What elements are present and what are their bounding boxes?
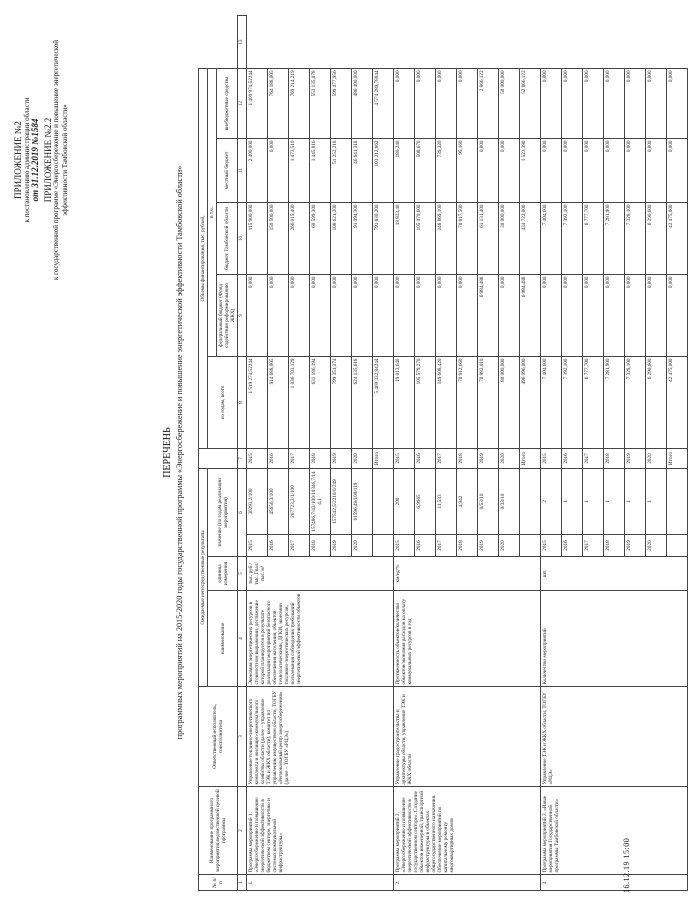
- column-number: 3: [238, 687, 247, 787]
- col-expected-header: Ожидаемые непосредственные результаты: [199, 468, 208, 686]
- finance-extra: 0,000: [457, 68, 478, 138]
- finance-local: 0,000: [667, 138, 688, 202]
- result-value: 0/33/10: [499, 468, 520, 534]
- result-value: 1: [625, 468, 646, 534]
- finance-total: 19 013,640: [394, 356, 415, 448]
- finance-federal: 0,000: [352, 274, 373, 356]
- row-number: 1.: [247, 875, 394, 891]
- finance-total: 7 404,600: [541, 356, 562, 448]
- finance-year: 2019: [625, 448, 646, 468]
- handwritten-date: от 31.12.2019 №1584: [30, 118, 40, 202]
- result-value: 4,942: [457, 468, 478, 534]
- result-value: 200: [394, 468, 415, 534]
- finance-local: 0,000: [541, 138, 562, 202]
- finance-extra: 0,000: [667, 68, 688, 138]
- finance-total: 42 475,000: [667, 356, 688, 448]
- value-year: 2019: [478, 535, 499, 557]
- finance-extra: 0,000: [541, 68, 562, 138]
- finance-federal: 0,000: [310, 274, 331, 356]
- finance-local: 1 473,510: [289, 138, 310, 202]
- column-number: 11: [238, 138, 247, 202]
- value-year: 2015: [394, 535, 415, 557]
- finance-regional: 61 131,400: [478, 202, 499, 274]
- finance-total: 631 186,194: [310, 356, 331, 448]
- result-value: 11,533: [436, 468, 457, 534]
- finance-year: 2015: [541, 448, 562, 468]
- finance-total: 914 688,005: [268, 356, 289, 448]
- finance-total: 105 579,270: [415, 356, 436, 448]
- measures-table: [198, 15, 688, 891]
- table-row: [541, 16, 562, 891]
- col-regional-header: бюджет Тамбовской области: [217, 202, 238, 274]
- finance-year: 2016: [562, 448, 583, 468]
- result-value: 2: [541, 468, 562, 534]
- finance-regional: 6 290,600: [646, 202, 667, 274]
- finance-regional: 42 475,000: [667, 202, 688, 274]
- finance-federal: 0,000: [646, 274, 667, 356]
- finance-regional: 6 777,700: [583, 202, 604, 274]
- row-number: 3.: [541, 875, 688, 891]
- finance-regional: 7 281,900: [604, 202, 625, 274]
- result-value: 0/53/10: [478, 468, 499, 534]
- title-line-1: ПЕРЕЧЕНЬ: [162, 427, 173, 478]
- finance-year: Итого: [667, 448, 688, 468]
- finance-year: 2019: [478, 448, 499, 468]
- col-finance-header: Объемы финансирования, тыс. рублей,: [199, 68, 208, 448]
- finance-total: 1 036 703,129: [289, 356, 310, 448]
- finance-federal: 6 984,488: [520, 274, 541, 356]
- table-row: [394, 16, 415, 891]
- finance-local: 0,000: [625, 138, 646, 202]
- result-value: 157542,5/2210/0/249: [331, 468, 352, 534]
- row-number: 2.: [394, 875, 541, 891]
- col-executor-header: Ответственный исполнитель, соисполнители: [199, 687, 238, 787]
- value-year: 2018: [310, 535, 331, 557]
- finance-extra: 0,000: [436, 68, 457, 138]
- finance-total: 6 290,600: [646, 356, 667, 448]
- finance-year: 2017: [289, 448, 310, 468]
- finance-regional: 105 070,600: [415, 202, 436, 274]
- col-incl-header: в т.ч.: [208, 68, 217, 356]
- finance-local: 51 252,218: [331, 138, 352, 202]
- appendix-label: ПРИЛОЖЕНИЕ №2: [13, 121, 23, 199]
- finance-local: 739,320: [436, 138, 457, 202]
- value-year: [520, 535, 541, 557]
- finance-total: 70 982,010: [478, 356, 499, 448]
- finance-year: 2015: [247, 448, 268, 468]
- finance-federal: 0,000: [415, 274, 436, 356]
- column-number: 12: [238, 68, 247, 138]
- col-unit-header: единица измерения: [208, 557, 238, 591]
- finance-local: 0,000: [499, 138, 520, 202]
- resolution-ref: к постановлению администрации области: [22, 97, 31, 223]
- col-value-header: значение (по годам реализации мероприятия): [208, 468, 238, 556]
- finance-federal: 0,000: [562, 274, 583, 356]
- expected-result: Количество мероприятий: [541, 591, 688, 687]
- finance-year: 2016: [415, 448, 436, 468]
- finance-year: 2020: [499, 448, 520, 468]
- program-name: Программа мероприятий 2. «Энергосбережение и повышение энергетической эффективности в государственном секторе». Создание объектов инженерной, транспортной инфраструктуры в объектах общегосударственного назначения. Обеспечение мероприятий по капитальному ремонту многоквартирных домов: [394, 787, 541, 875]
- column-number: 13: [238, 16, 247, 69]
- finance-federal: 0,000: [289, 274, 310, 356]
- table-row: [247, 16, 268, 891]
- finance-year: 2019: [331, 448, 352, 468]
- finance-regional: 70 817,500: [457, 202, 478, 274]
- finance-total: 6 777,700: [583, 356, 604, 448]
- column-number: 7: [238, 448, 247, 468]
- finance-year: 2018: [457, 448, 478, 468]
- finance-total: 1 519 274,52244: [247, 356, 268, 448]
- value-year: 2020: [352, 535, 373, 557]
- expected-result: Протяженность объектов/количество объектов/экономия расходов на оплату коммунальных ресурсов в год: [394, 591, 541, 687]
- result-value: 1: [604, 468, 625, 534]
- finance-federal: 0,000: [247, 274, 268, 356]
- finance-extra: 4 574 289,78044: [373, 68, 394, 138]
- finance-federal: 0,000: [541, 274, 562, 356]
- finance-federal: 0,000: [499, 274, 520, 356]
- finance-local: 103 212,862: [373, 138, 394, 202]
- finance-year: 2020: [646, 448, 667, 468]
- column-number: 10: [238, 202, 247, 274]
- value-year: 2015: [541, 535, 562, 557]
- result-value: 1: [562, 468, 583, 534]
- finance-federal: 0,000: [625, 274, 646, 356]
- executor: Управление топливно-энергетического комплекса и жилищно-коммунального хозяйства области (далее – управление ТЭК и ЖКХ области), комитет по управлению имуществом области, ТОГБУ «Региональный центр энергосбережения» (далее – ТОГБУ «РЦЭ»): [247, 687, 394, 787]
- finance-total: 80 000,000: [499, 356, 520, 448]
- print-stamp: 16.12.19 15:00: [622, 837, 631, 893]
- finance-year: Итого: [373, 448, 394, 468]
- value-year: 2017: [436, 535, 457, 557]
- finance-regional: 91 094,300: [352, 202, 373, 274]
- finance-extra: 764 188,005: [268, 68, 289, 138]
- finance-total: 70 912,660: [457, 356, 478, 448]
- finance-regional: 60 599,300: [310, 202, 331, 274]
- col-extra-header: внебюджетные средства: [217, 68, 238, 138]
- finance-extra: 0,000: [562, 68, 583, 138]
- finance-extra: 0,000: [604, 68, 625, 138]
- program-name: Программа мероприятий 3. «Иные мероприятия Государственной программы Тамбовской области»: [541, 787, 688, 875]
- finance-total: 5 469 332,84244: [373, 356, 394, 448]
- program-ref-2: эффективности Тамбовской области»: [60, 104, 69, 216]
- result-value: 1: [646, 468, 667, 534]
- column-number: 5: [238, 557, 247, 591]
- value-year: 2016: [415, 535, 436, 557]
- appendix2-label: ПРИЛОЖЕНИЕ №2.2: [42, 117, 53, 203]
- finance-total: 624 135,618: [352, 356, 373, 448]
- finance-federal: 0,000: [394, 274, 415, 356]
- col-federal-header: федеральный бюджет (Фонд содействия реформированию ЖКХ): [217, 274, 238, 356]
- value-year: [373, 535, 394, 557]
- column-number: 1: [238, 875, 247, 891]
- finance-local: 508,670: [415, 138, 436, 202]
- table-body: [247, 16, 688, 891]
- result-unit: км/ед/%: [394, 557, 541, 591]
- finance-regional: 791 830,200: [373, 202, 394, 274]
- finance-local: 0,000: [268, 138, 289, 202]
- finance-year: 2016: [268, 448, 289, 468]
- value-year: 2017: [583, 535, 604, 557]
- finance-regional: 108 621,200: [331, 202, 352, 274]
- finance-regional: 148 869,100: [436, 202, 457, 274]
- result-value: 45656,3/100: [268, 468, 289, 534]
- result-value: 157486,7/43/100/10346,7/144,1: [310, 468, 331, 534]
- finance-extra: 0,000: [415, 68, 436, 138]
- finance-year: 2017: [583, 448, 604, 468]
- col-name-header: Наименование программного мероприятия ведомственной целевой программы: [199, 787, 238, 875]
- finance-year: 2017: [436, 448, 457, 468]
- result-value: 30293,2/100: [247, 468, 268, 534]
- value-year: 2018: [604, 535, 625, 557]
- result-value: 267723,2/1/100: [289, 468, 310, 534]
- finance-total: 7 392,100: [562, 356, 583, 448]
- executor: Управление ТЭК и ЖКХ области, ТОГБУ «РЦЭ»: [541, 687, 688, 787]
- finance-federal: 0,000: [331, 274, 352, 356]
- finance-extra: 0,000: [394, 68, 415, 138]
- col-naming-header: наименование: [208, 591, 238, 687]
- finance-year: Итого: [520, 448, 541, 468]
- col-local-header: местный бюджет: [217, 138, 238, 202]
- value-year: 2015: [247, 535, 268, 557]
- col-num-header: № п/п: [199, 875, 238, 891]
- finance-federal: 6 984,488: [478, 274, 499, 356]
- result-value: [373, 468, 394, 534]
- finance-extra: 599 477,956: [331, 68, 352, 138]
- finance-extra: 1 400 974,52244: [247, 68, 268, 138]
- value-year: 2017: [289, 535, 310, 557]
- finance-year: 2015: [394, 448, 415, 468]
- finance-local: 95,160: [457, 138, 478, 202]
- value-year: 2018: [457, 535, 478, 557]
- finance-total: 799 351,374: [331, 356, 352, 448]
- finance-local: 46 641,318: [352, 138, 373, 202]
- finance-federal: 0,000: [268, 274, 289, 356]
- column-number: 6: [238, 468, 247, 556]
- finance-local: 0,000: [562, 138, 583, 202]
- result-unit: тыс. руб./тыс. Гкал/тыс. м³: [247, 557, 394, 591]
- value-year: [667, 535, 688, 557]
- finance-regional: 7 404,600: [541, 202, 562, 274]
- program-name: Программа мероприятий 1. «Энергосбережение и повышение энергетической эффективности в бюджетном секторе, энергетике и системах коммунальной инфраструктуры»: [247, 787, 394, 875]
- finance-extra: 0,000: [646, 68, 667, 138]
- finance-regional: 30 000,000: [499, 202, 520, 274]
- finance-regional: 434 722,000: [520, 202, 541, 274]
- finance-regional: 266 015,400: [289, 202, 310, 274]
- col-total-header: по годам, всего: [208, 356, 238, 448]
- finance-local: 1 445,816: [310, 138, 331, 202]
- finance-federal: 0,000: [583, 274, 604, 356]
- finance-regional: 115 900,000: [247, 202, 268, 274]
- value-year: 2016: [562, 535, 583, 557]
- executor: Управление градостроительства и архитектуры области, управление ТЭК и ЖКХ области: [394, 687, 541, 787]
- finance-federal: 0,000: [604, 274, 625, 356]
- finance-federal: 0,000: [436, 274, 457, 356]
- result-value: 1: [583, 468, 604, 534]
- column-numbers-row: [238, 16, 247, 891]
- result-value: 6,9965: [415, 468, 436, 534]
- finance-extra: 553 135,078: [310, 68, 331, 138]
- result-value: 61596,48/100/119: [352, 468, 373, 534]
- finance-federal: 0,000: [457, 274, 478, 356]
- finance-extra: 0,000: [583, 68, 604, 138]
- finance-total: 7 281,900: [604, 356, 625, 448]
- finance-regional: 150 500,000: [268, 202, 289, 274]
- column-number: 4: [238, 591, 247, 687]
- expected-result: Экономия энергетических ресурсов в стоимостном выражении, достижение которой планируется в результате реализации мероприятий безопасного обеспечения населения, объектов технологическими, ДГКИ, экономии топливно-энергетических ресурсов, пользования соблюдения требований энергетической эффективности объектов: [247, 591, 394, 687]
- finance-local: 2 400,000: [247, 138, 268, 202]
- column-number: 8: [238, 356, 247, 448]
- finance-federal: 0,000: [373, 274, 394, 356]
- finance-extra: 2 866,122: [478, 68, 499, 138]
- finance-extra: 50 000,000: [499, 68, 520, 138]
- finance-regional: 7 328,100: [625, 202, 646, 274]
- finance-total: 7 328,100: [625, 356, 646, 448]
- finance-extra: 52 866,122: [520, 68, 541, 138]
- finance-local: 0,000: [478, 138, 499, 202]
- finance-local: 0,000: [604, 138, 625, 202]
- finance-local: 0,000: [646, 138, 667, 202]
- finance-extra: 0,000: [625, 68, 646, 138]
- finance-local: 180,240: [394, 138, 415, 202]
- finance-regional: 7 392,100: [562, 202, 583, 274]
- finance-regional: 18 833,40: [394, 202, 415, 274]
- finance-year: 2018: [604, 448, 625, 468]
- col-years-header: [199, 448, 238, 468]
- finance-extra: 769 214,219: [289, 68, 310, 138]
- value-year: 2019: [331, 535, 352, 557]
- finance-total: 496 096,000: [520, 356, 541, 448]
- finance-year: 2020: [352, 448, 373, 468]
- column-number: 9: [238, 274, 247, 356]
- result-value: [520, 468, 541, 534]
- finance-federal: 0,000: [667, 274, 688, 356]
- column-number: 2: [238, 787, 247, 875]
- finance-local: 0,000: [583, 138, 604, 202]
- finance-local: 1 523,390: [520, 138, 541, 202]
- header-block: [14, 40, 69, 280]
- finance-total: 149 608,420: [436, 356, 457, 448]
- value-year: 2020: [646, 535, 667, 557]
- result-unit: шт.: [541, 557, 688, 591]
- title-line-2: программных мероприятий на 2015-2020 годы государственной программы «Энергосбережение и повышение энергетической эффективности Тамбовской области»: [175, 165, 184, 740]
- finance-extra: 486 400,000: [352, 68, 373, 138]
- value-year: 2016: [268, 535, 289, 557]
- result-value: [667, 468, 688, 534]
- program-ref-1: к государственной программе «Энергосбережение и повышение энергетической: [52, 40, 60, 280]
- finance-year: 2018: [310, 448, 331, 468]
- value-year: 2019: [625, 535, 646, 557]
- value-year: 2020: [499, 535, 520, 557]
